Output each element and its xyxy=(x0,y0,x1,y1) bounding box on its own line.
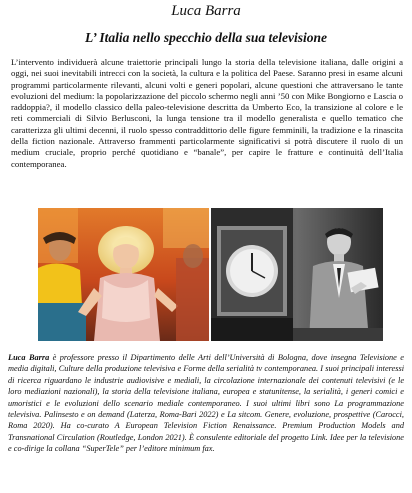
author-header: Luca Barra xyxy=(171,3,241,19)
bio-author-name: Luca Barra xyxy=(8,353,50,362)
article-title: L’ Italia nello specchio della sua televisione xyxy=(85,30,327,45)
author-bio-paragraph xyxy=(8,352,404,455)
color-tv-show-photo xyxy=(38,208,209,341)
black-and-white-tv-show-photo xyxy=(211,208,383,341)
abstract-paragraph: L’intervento individuerà alcune traiettorie principali lungo la storia della televisione italiana, dalle origini a oggi, nei suoi inevitabili intrecci con la società, la cultura e la politica del Paese. Saranno presi in esame alcuni programmi particolarmente rilevanti, alcuni volti e generi popolari, alcune questioni che attraversano le tante evoluzioni del medium: la popolarizzazione del piccolo schermo negli anni ’50 con Mike Bongiorno e Lascia o raddoppia?, il modello classico della paleo-televisione descritta da Umberto Eco, la transizione al colore e le reti commerciali di Silvio Berlusconi, la lunga tensione tra il modello generalista e quello tematico che caratterizza gli ultimi decenni, il ruolo spesso contraddittorio delle figure femminili, la tradizione e la rinascita della fiction nazionale. Attraverso frammenti particolarmente significativi si potrà discutere il ruolo di un medium cruciale, proprio perché quotidiano e “banale”, per capire le fratture e continuità dell’Italia contemporanea. xyxy=(11,57,403,169)
bio-text: è professore presso il Dipartimento delle Arti dell’Università di Bologna, dove insegna Televisione e media digitali, Culture della produzione televisiva e Forme della serialità tv contemporanea. I suoi principali interessi di ricerca riguardano le industrie audiovisive e mediali, la circolazione internazionale dei contenuti televisivi (e le loro mediazioni nazionali), la storia della televisione italiana, europea e statunitense, la serialità, i generi comici e umoristici e le evoluzioni dello scenario mediale contemporaneo. I suoi ultimi libri sono La programmazione televisiva. Palinsesto e on demand (Laterza, Roma-Bari 2022) e La sitcom. Genere, evoluzione, prospettive (Carocci, Roma 2020). Ha co-curato A European Television Fiction Renaissance. Premium Production Models and Transnational Circulation (Routledge, London 2021). È consulente editoriale del progetto Link. Idee per la televisione e co-dirige la collana “SuperTele” per l’editore minimum fax. xyxy=(8,353,404,454)
